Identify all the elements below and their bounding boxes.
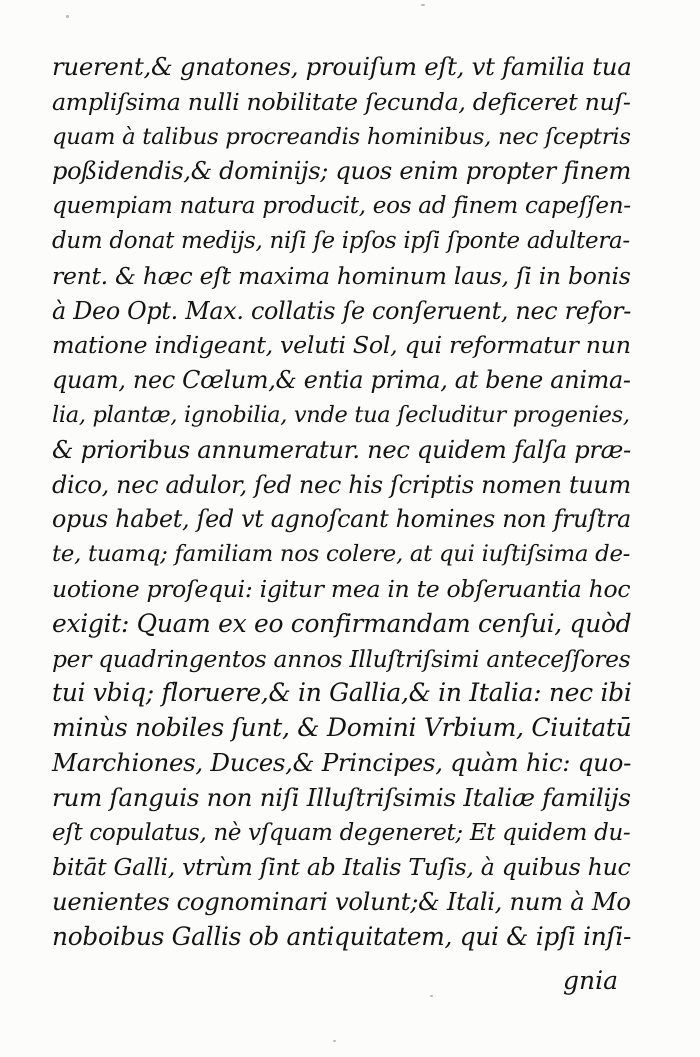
text-line: uotione proſequi: igitur mea in te obſeruantia hoc <box>52 574 631 603</box>
text-line: noboibus Gallis ob antiquitatem, qui & ipſi inſi- <box>52 921 632 951</box>
text-line: dum donat medijs, niſi ſe ipſos ipſi ſponte adultera- <box>52 227 630 254</box>
text-line: per quadringentos annos Illuſtriſsimi anteceſſores <box>52 644 631 673</box>
text-line: uenientes cognominari volunt;& Itali, num à Mo <box>52 887 631 917</box>
text-line: bitāt Galli, vtrùm ſint ab Italis Tuſis, à quibus huc <box>52 853 631 882</box>
text-line: dico, nec adulor, ſed nec his ſcriptis nomen tuum <box>52 470 631 499</box>
text-line: lia, plantæ, ignobilia, vnde tua ſecluditur progenies, <box>52 401 630 428</box>
paper-speck <box>66 15 69 18</box>
text-line: minùs nobiles ſunt, & Domini Vrbium, Ciuitatū <box>52 713 632 743</box>
text-line: eſt copulatus, nè vſquam degeneret; Et quidem du- <box>52 819 631 846</box>
text-line: à Deo Opt. Max. collatis ſe conſeruent, nec refor- <box>52 296 631 325</box>
text-line: exigit: Quam ex eo confirmandam cenſui, quòd <box>52 608 632 638</box>
text-line: te, tuamq; familiam nos colere, at qui iuſtiſsima de- <box>52 541 631 568</box>
paper-speck <box>333 1040 336 1042</box>
text-line: opus habet, ſed vt agnoſcant homines non fruſtra <box>52 505 631 534</box>
text-line: matione indigeant, veluti Sol, qui reformatur nun <box>52 331 631 360</box>
text-line: poßidendis,& dominijs; quos enim propter finem <box>52 157 632 186</box>
paper-speck <box>421 4 425 6</box>
text-line: quam, nec Cœlum,& entia prima, at bene anima- <box>52 366 631 395</box>
body-text <box>52 50 632 955</box>
text-line: tui vbiq; floruere,& in Gallia,& in Italia: nec ibi <box>52 678 632 708</box>
text-line: & prioribus annumeratur. nec quidem falſa præ- <box>52 435 631 464</box>
text-line: rum ſanguis non niſi Illuſtriſsimis Italiæ familijs <box>52 782 631 812</box>
text-line: quam à talibus procreandis hominibus, nec ſceptris <box>52 123 631 150</box>
text-line: ruerent,& gnatones, prouiſum eſt, vt familia tua <box>52 52 632 81</box>
text-line: quempiam natura producit, eos ad finem capeſſen- <box>52 193 631 220</box>
text-line: ampliſsima nulli nobilitate ſecunda, deficeret nuſ- <box>52 87 631 116</box>
text-line: Marchiones, Duces,& Principes, quàm hic: quo- <box>52 747 632 777</box>
text-line: rent. & hæc eſt maxima hominum laus, ſi in bonis <box>52 261 631 290</box>
catchword: gnia <box>562 966 618 995</box>
paper-speck <box>430 995 433 997</box>
